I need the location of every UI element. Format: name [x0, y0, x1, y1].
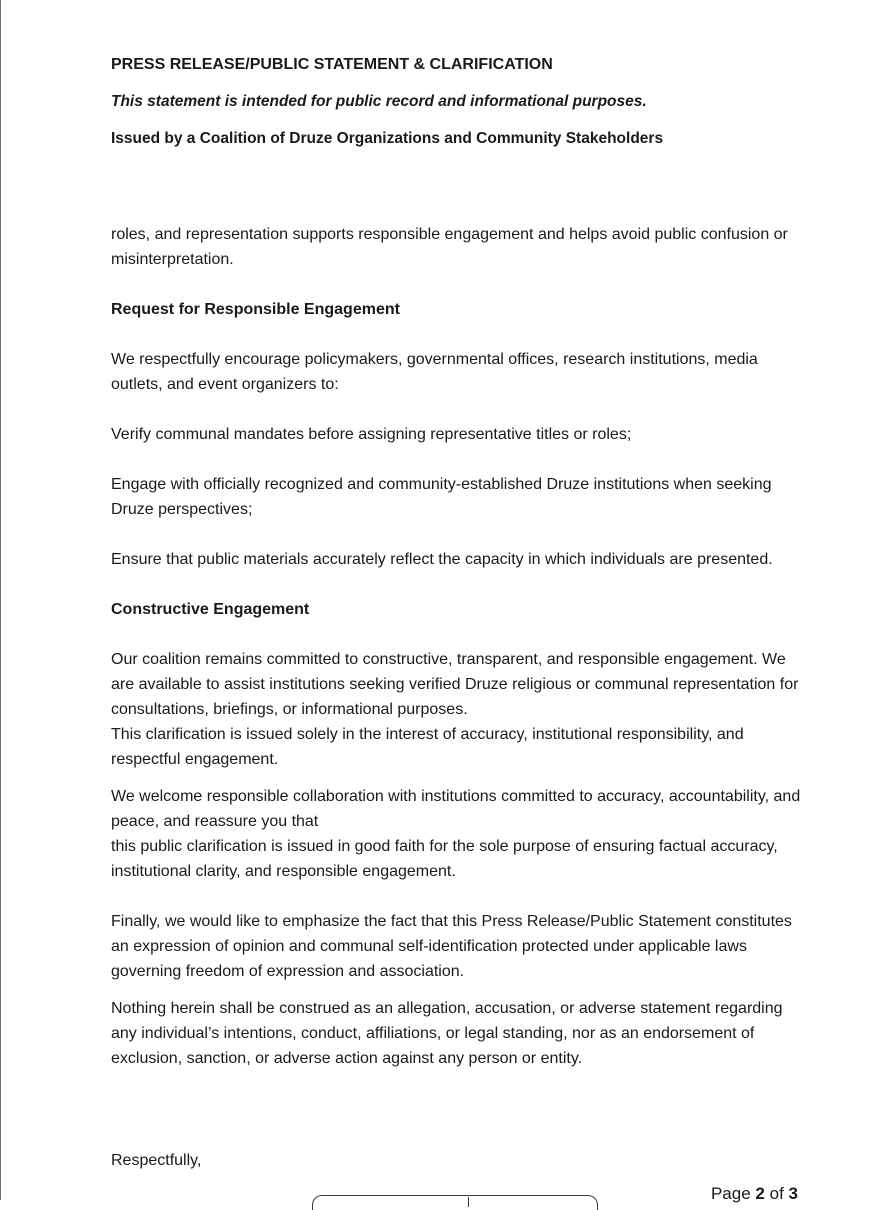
closing-salutation: Respectfully, — [111, 1152, 202, 1169]
request-item: Verify communal mandates before assigning representative titles or roles; — [111, 426, 632, 443]
emphasis-paragraph: Finally, we would like to emphasize the fact that this Press Release/Public Statement constitutes an expression of opinion and communal self-identification protected under applicable laws governing freedom of expression and association. — [111, 913, 792, 980]
constructive-paragraph: This clarification is issued solely in the interest of accuracy, institutional responsibility, and respectful engagement. — [111, 726, 744, 768]
document-body — [111, 222, 811, 1096]
collaboration-paragraph: We welcome responsible collaboration with institutions committed to accuracy, accountability, and peace, and reassure you that — [111, 788, 801, 830]
request-item: Engage with officially recognized and community-established Druze institutions when seeking Druze perspectives; — [111, 476, 772, 518]
document-title: PRESS RELEASE/PUBLIC STATEMENT & CLARIFICATION — [111, 56, 553, 73]
page-left-edge — [0, 0, 1, 1200]
constructive-paragraph: Our coalition remains committed to constructive, transparent, and responsible engagement. We are available to assist institutions seeking verified Druze religious or communal representation for consultations, briefings, or informational purposes. — [111, 651, 799, 718]
total-pages: 3 — [788, 1184, 798, 1203]
request-lead: We respectfully encourage policymakers, governmental offices, research institutions, media outlets, and event organizers to: — [111, 351, 758, 393]
disclaimer-paragraph: Nothing herein shall be construed as an allegation, accusation, or adverse statement regarding any individual’s intentions, conduct, affiliations, or legal standing, nor as an endorsement of exclusion, sanction, or adverse action against any person or entity. — [111, 1000, 783, 1067]
section-heading-request: Request for Responsible Engagement — [111, 301, 400, 318]
record-notice: This statement is intended for public record and informational purposes. — [111, 93, 647, 110]
seal-stamp-divider — [468, 1197, 469, 1207]
intro-continuation: roles, and representation supports responsible engagement and helps avoid public confusion or misinterpretation. — [111, 226, 788, 268]
page-of: of — [769, 1184, 784, 1203]
seal-stamp-top — [312, 1195, 598, 1210]
request-item: Ensure that public materials accurately reflect the capacity in which individuals are presented. — [111, 551, 773, 568]
section-heading-constructive: Constructive Engagement — [111, 601, 310, 618]
page-number — [711, 1182, 798, 1206]
issuer-line: Issued by a Coalition of Druze Organizations and Community Stakeholders — [111, 130, 664, 147]
current-page: 2 — [755, 1184, 765, 1203]
page-header — [111, 54, 831, 150]
page-prefix: Page — [710, 1184, 751, 1203]
collaboration-paragraph: this public clarification is issued in good faith for the sole purpose of ensuring factual accuracy, institutional clarity, and responsible engagement. — [111, 838, 778, 880]
